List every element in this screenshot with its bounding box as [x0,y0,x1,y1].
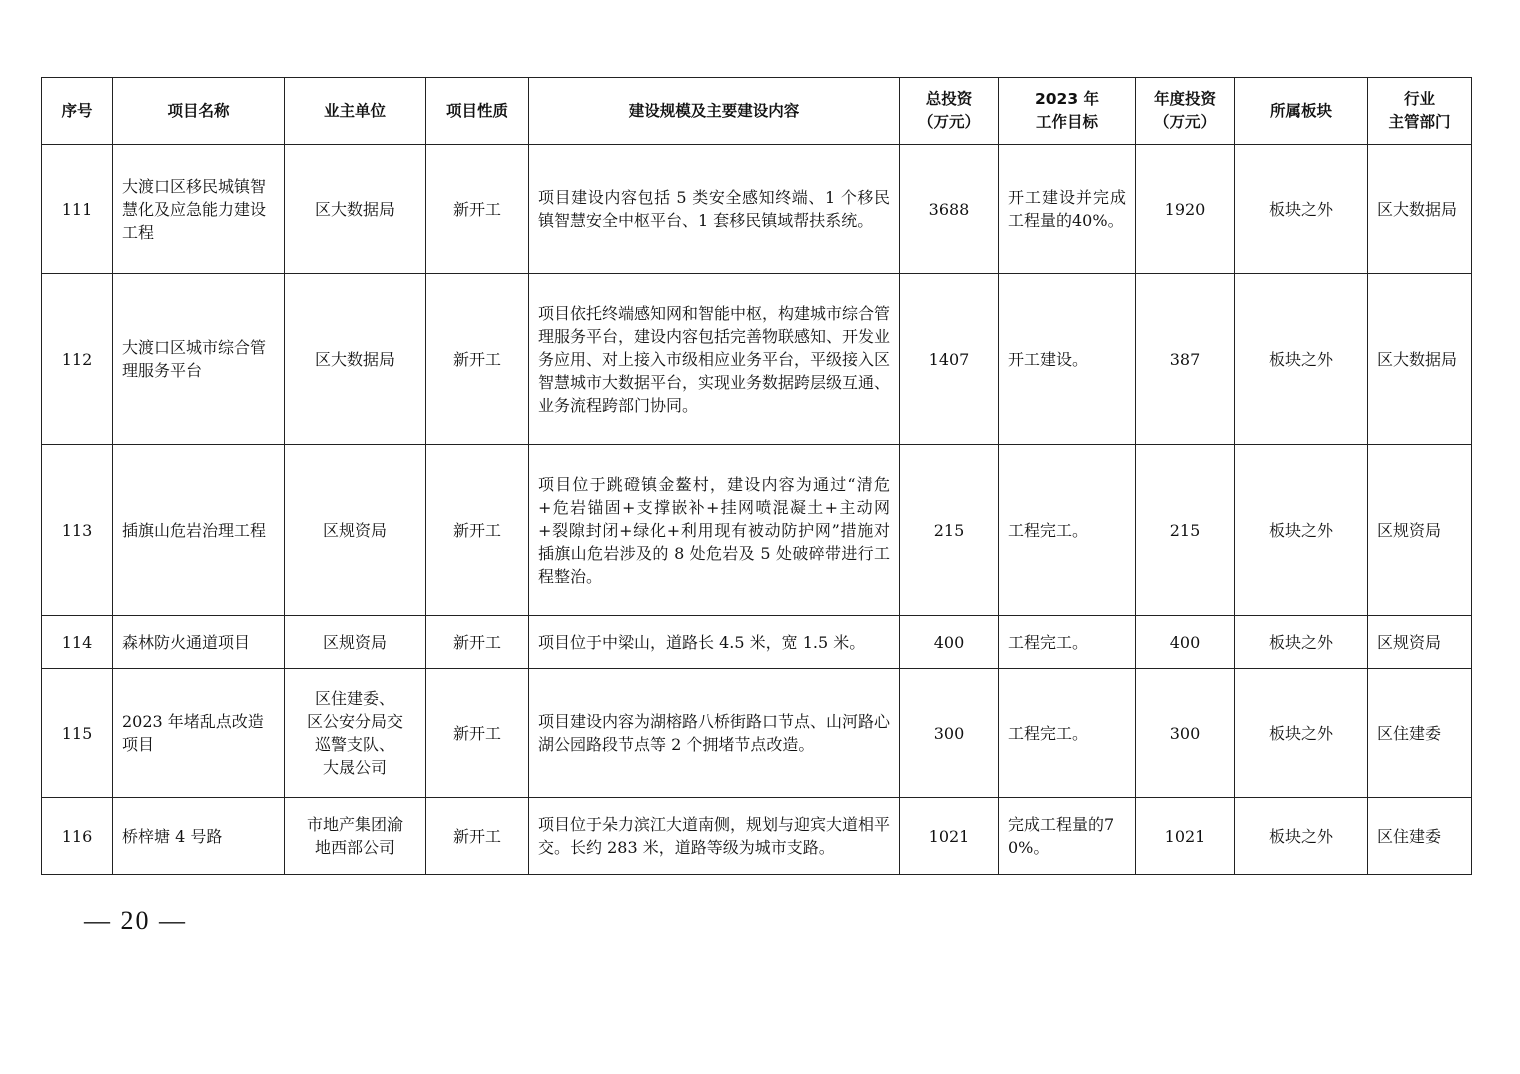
cell-owner-line: 地西部公司 [314,838,395,857]
table-row [42,274,1472,445]
header-goal-line: 工作目标 [1035,113,1098,131]
cell-owner: 区大数据局 [285,274,426,445]
header-seq: 序号 [42,78,113,145]
cell-nature: 新开工 [426,669,529,798]
cell-name: 森林防火通道项目 [113,616,285,669]
cell-dept: 区大数据局 [1368,274,1472,445]
cell-sector: 板块之外 [1235,669,1368,798]
cell-total-invest: 1407 [900,274,999,445]
header-content: 建设规模及主要建设内容 [529,78,900,145]
header-sector: 所属板块 [1235,78,1368,145]
header-goal-line: 2023 年 [1034,90,1100,108]
cell-owner-line: 市地产集团渝 [306,815,403,834]
header-goal [999,78,1136,145]
header-name: 项目名称 [113,78,285,145]
cell-annual-invest: 1021 [1136,798,1235,875]
cell-nature: 新开工 [426,274,529,445]
cell-nature: 新开工 [426,445,529,616]
cell-annual-invest: 400 [1136,616,1235,669]
cell-seq: 114 [42,616,113,669]
cell-owner: 区规资局 [285,616,426,669]
cell-name: 大渡口区城市综合管理服务平台 [113,274,285,445]
cell-annual-invest: 215 [1136,445,1235,616]
cell-owner-line: 大晟公司 [322,758,387,777]
cell-seq: 116 [42,798,113,875]
cell-goal: 开工建设。 [999,274,1136,445]
cell-total-invest: 215 [900,445,999,616]
header-annual-invest-line: （万元） [1153,113,1216,131]
cell-dept: 区规资局 [1368,616,1472,669]
cell-nature: 新开工 [426,798,529,875]
cell-goal: 开工建设并完成工程量的40%。 [999,145,1136,274]
cell-content: 项目位于朵力滨江大道南侧，规划与迎宾大道相平交。长约 283 米，道路等级为城市支路。 [529,798,900,875]
page-number: — 20 — [84,906,187,935]
cell-name: 2023 年堵乱点改造项目 [113,669,285,798]
cell-goal: 完成工程量的70%。 [999,798,1136,875]
cell-content: 项目位于跳磴镇金鳌村，建设内容为通过“清危+危岩锚固+支撑嵌补+挂网喷混凝土+主动网+裂隙封闭+绿化+利用现有被动防护网”措施对插旗山危岩涉及的 8 处危岩及 5 处破碎带进行工程整治。 [529,445,900,616]
header-annual-invest-line: 年度投资 [1153,90,1216,108]
header-row [42,78,1472,145]
cell-content: 项目依托终端感知网和智能中枢，构建城市综合管理服务平台，建设内容包括完善物联感知、开发业务应用、对上接入市级相应业务平台，平级接入区智慧城市大数据平台，实现业务数据跨层级互通、业务流程跨部门协同。 [529,274,900,445]
cell-content: 项目建设内容包括 5 类安全感知终端、1 个移民镇智慧安全中枢平台、1 套移民镇域帮扶系统。 [529,145,900,274]
cell-goal: 工程完工。 [999,445,1136,616]
cell-content: 项目建设内容为湖榕路八桥街路口节点、山河路心湖公园路段节点等 2 个拥堵节点改造。 [529,669,900,798]
cell-total-invest: 300 [900,669,999,798]
header-dept-line: 主管部门 [1388,113,1451,131]
cell-sector: 板块之外 [1235,798,1368,875]
header-owner: 业主单位 [285,78,426,145]
cell-sector: 板块之外 [1235,145,1368,274]
header-total-invest-line: 总投资 [925,90,973,108]
cell-seq: 115 [42,669,113,798]
cell-total-invest: 1021 [900,798,999,875]
cell-dept: 区住建委 [1368,669,1472,798]
header-nature: 项目性质 [426,78,529,145]
cell-owner: 区大数据局 [285,145,426,274]
cell-dept: 区住建委 [1368,798,1472,875]
header-annual-invest [1136,78,1235,145]
table-row [42,669,1472,798]
cell-content: 项目位于中梁山，道路长 4.5 米，宽 1.5 米。 [529,616,900,669]
cell-sector: 板块之外 [1235,445,1368,616]
header-dept [1368,78,1472,145]
cell-total-invest: 3688 [900,145,999,274]
table-row [42,616,1472,669]
cell-name: 大渡口区移民城镇智慧化及应急能力建设工程 [113,145,285,274]
cell-owner: 区规资局 [285,445,426,616]
cell-owner-line: 区公安分局交 [306,712,403,731]
cell-dept: 区规资局 [1368,445,1472,616]
cell-name: 桥梓塘 4 号路 [113,798,285,875]
cell-sector: 板块之外 [1235,274,1368,445]
header-dept-line: 行业 [1403,90,1435,108]
cell-dept: 区大数据局 [1368,145,1472,274]
cell-annual-invest: 1920 [1136,145,1235,274]
cell-owner-line: 巡警支队、 [314,735,395,754]
project-table [41,77,1472,875]
cell-seq: 113 [42,445,113,616]
header-total-invest-line: （万元） [917,113,980,131]
cell-owner [285,798,426,875]
cell-owner [285,669,426,798]
table-row [42,798,1472,875]
table-row [42,145,1472,274]
cell-annual-invest: 387 [1136,274,1235,445]
table-row [42,445,1472,616]
cell-seq: 112 [42,274,113,445]
cell-goal: 工程完工。 [999,616,1136,669]
cell-sector: 板块之外 [1235,616,1368,669]
cell-goal: 工程完工。 [999,669,1136,798]
cell-owner-line: 区住建委、 [314,689,395,708]
cell-annual-invest: 300 [1136,669,1235,798]
header-total-invest [900,78,999,145]
cell-seq: 111 [42,145,113,274]
cell-nature: 新开工 [426,145,529,274]
cell-total-invest: 400 [900,616,999,669]
cell-nature: 新开工 [426,616,529,669]
cell-name: 插旗山危岩治理工程 [113,445,285,616]
